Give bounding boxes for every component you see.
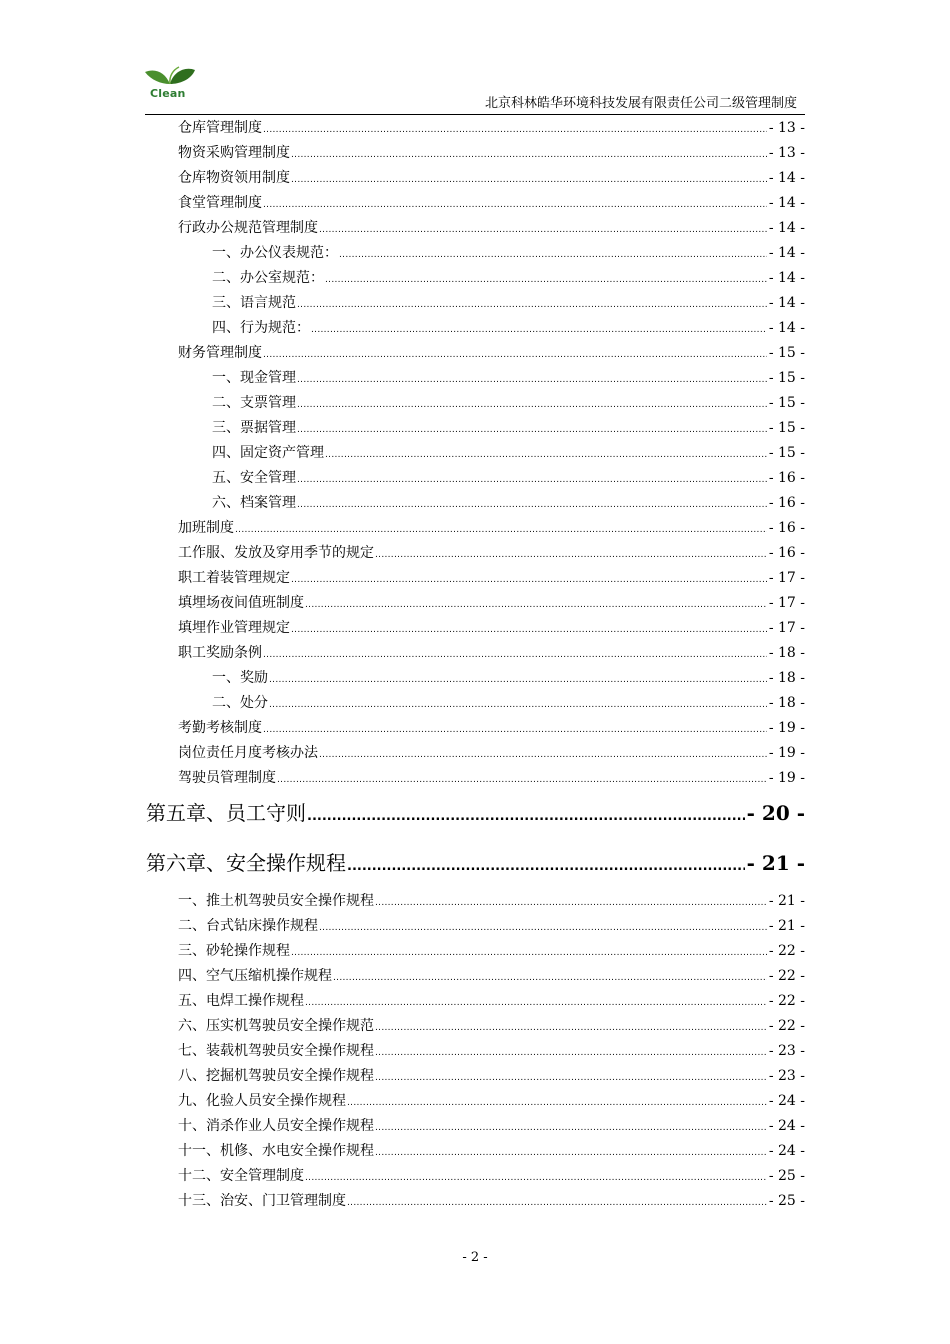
toc-entry-title: 一、推土机驾驶员安全操作规程	[178, 893, 374, 909]
toc-entry-title: 一、办公仪表规范：	[212, 245, 338, 261]
toc-leader-dots	[319, 225, 767, 235]
toc-entry-title: 工作服、发放及穿用季节的规定	[178, 545, 374, 561]
toc-entry-page: - 18 -	[768, 645, 805, 661]
toc-entry-page: - 25 -	[768, 1168, 805, 1184]
toc-leader-dots	[333, 973, 767, 983]
toc-entry[interactable]	[0, 492, 950, 512]
toc-entry-title: 九、化验人员安全操作规程	[178, 1093, 346, 1109]
toc-entry[interactable]	[0, 1090, 950, 1110]
toc-leader-dots	[347, 859, 745, 874]
toc-entry-title: 一、现金管理	[212, 370, 296, 386]
toc-entry-page: - 22 -	[768, 1018, 805, 1034]
toc-entry-page: - 24 -	[768, 1093, 805, 1109]
toc-leader-dots	[297, 300, 767, 310]
toc-entry-title: 七、装载机驾驶员安全操作规程	[178, 1043, 374, 1059]
toc-entry[interactable]	[0, 965, 950, 985]
toc-leader-dots	[263, 350, 767, 360]
toc-entry-title: 物资采购管理制度	[178, 145, 290, 161]
toc-entry-title: 加班制度	[178, 520, 234, 536]
toc-leader-dots	[263, 725, 767, 735]
toc-entry-page: - 24 -	[768, 1118, 805, 1134]
toc-entry-page: - 21 -	[768, 918, 805, 934]
toc-entry[interactable]	[0, 517, 950, 537]
toc-entry[interactable]	[0, 167, 950, 187]
toc-entry-title: 十二、安全管理制度	[178, 1168, 304, 1184]
toc-leader-dots	[297, 375, 767, 385]
toc-entry[interactable]	[0, 692, 950, 712]
toc-leader-dots	[263, 125, 767, 135]
toc-entry[interactable]	[0, 1065, 950, 1085]
toc-entry-title: 职工奖励条例	[178, 645, 262, 661]
toc-entry[interactable]	[0, 592, 950, 612]
toc-entry[interactable]	[0, 1190, 950, 1210]
logo-text: Clean	[150, 87, 186, 100]
toc-entry-title: 六、档案管理	[212, 495, 296, 511]
toc-leader-dots	[269, 675, 767, 685]
toc-chapter-entry[interactable]	[0, 847, 950, 876]
toc-entry-page: - 23 -	[768, 1068, 805, 1084]
toc-entry-title: 一、奖励	[212, 670, 268, 686]
toc-leader-dots	[297, 500, 767, 510]
toc-entry-page: - 14 -	[768, 270, 805, 286]
toc-leader-dots	[269, 700, 767, 710]
toc-entry-title: 三、砂轮操作规程	[178, 943, 290, 959]
toc-entry[interactable]	[0, 342, 950, 362]
toc-leader-dots	[347, 1098, 767, 1108]
toc-entry-title: 三、票据管理	[212, 420, 296, 436]
page-number: - 2 -	[462, 1250, 488, 1265]
toc-entry[interactable]	[0, 292, 950, 312]
toc-entry-page: - 14 -	[768, 220, 805, 236]
toc-leader-dots	[305, 600, 767, 610]
header-title: 北京科林皓华环境科技发展有限责任公司二级管理制度	[484, 96, 797, 111]
toc-entry[interactable]	[0, 1115, 950, 1135]
toc-entry-page: - 14 -	[768, 195, 805, 211]
toc-entry[interactable]	[0, 642, 950, 662]
toc-leader-dots	[375, 1123, 767, 1133]
toc-entry[interactable]	[0, 1040, 950, 1060]
toc-entry-page: - 16 -	[768, 520, 805, 536]
toc-entry[interactable]	[0, 890, 950, 910]
toc-entry-title: 仓库管理制度	[178, 120, 262, 136]
toc-entry-page: - 16 -	[768, 545, 805, 561]
toc-leader-dots	[263, 650, 767, 660]
toc-entry-page: - 14 -	[768, 295, 805, 311]
toc-entry[interactable]	[0, 667, 950, 687]
toc-entry-page: - 16 -	[768, 470, 805, 486]
toc-entry-title: 六、压实机驾驶员安全操作规范	[178, 1018, 374, 1034]
toc-entry-title: 十三、治安、门卫管理制度	[178, 1193, 346, 1209]
toc-entry-page: - 14 -	[768, 170, 805, 186]
toc-entry-title: 五、电焊工操作规程	[178, 993, 304, 1009]
toc-entry-title: 十、消杀作业人员安全操作规程	[178, 1118, 374, 1134]
toc-leader-dots	[297, 475, 767, 485]
toc-entry[interactable]	[0, 242, 950, 262]
toc-entry-title: 仓库物资领用制度	[178, 170, 290, 186]
toc-entry[interactable]	[0, 367, 950, 387]
toc-entry-page: - 15 -	[768, 370, 805, 386]
toc-entry-title: 填埋场夜间值班制度	[178, 595, 304, 611]
toc-entry-page: - 15 -	[768, 345, 805, 361]
toc-entry[interactable]	[0, 117, 950, 137]
toc-entry-title: 四、固定资产管理	[212, 445, 324, 461]
toc-entry[interactable]	[0, 442, 950, 462]
toc-entry-page: - 17 -	[768, 620, 805, 636]
toc-entry[interactable]	[0, 317, 950, 337]
toc-leader-dots	[375, 1048, 767, 1058]
toc-entry-title: 食堂管理制度	[178, 195, 262, 211]
toc-leader-dots	[297, 425, 767, 435]
toc-leader-dots	[305, 998, 767, 1008]
toc-entry-page: - 24 -	[768, 1143, 805, 1159]
toc-entry-page: - 14 -	[768, 245, 805, 261]
toc-entry[interactable]	[0, 417, 950, 437]
toc-entry-page: - 14 -	[768, 320, 805, 336]
toc-entry-page: - 21 -	[768, 893, 805, 909]
toc-entry-page: - 19 -	[768, 770, 805, 786]
toc-entry-page: - 18 -	[768, 695, 805, 711]
toc-entry-page: - 15 -	[768, 445, 805, 461]
toc-entry-title: 考勤考核制度	[178, 720, 262, 736]
toc-entry[interactable]	[0, 742, 950, 762]
toc-leader-dots	[307, 809, 745, 824]
toc-entry-title: 驾驶员管理制度	[178, 770, 276, 786]
toc-entry[interactable]	[0, 1140, 950, 1160]
toc-entry[interactable]	[0, 767, 950, 787]
toc-entry-title: 八、挖掘机驾驶员安全操作规程	[178, 1068, 374, 1084]
toc-entry-page: - 19 -	[768, 745, 805, 761]
toc-entry[interactable]	[0, 217, 950, 237]
toc-entry[interactable]	[0, 467, 950, 487]
toc-chapter-entry[interactable]	[0, 797, 950, 826]
toc-entry-title: 五、安全管理	[212, 470, 296, 486]
toc-leader-dots	[235, 525, 767, 535]
toc-leader-dots	[325, 450, 767, 460]
toc-leader-dots	[291, 575, 767, 585]
toc-leader-dots	[325, 275, 767, 285]
toc-leader-dots	[305, 1173, 767, 1183]
toc-entry-page: - 20 -	[746, 801, 805, 825]
toc-entry[interactable]	[0, 392, 950, 412]
toc-entry-page: - 13 -	[768, 120, 805, 136]
toc-entry[interactable]	[0, 1015, 950, 1035]
toc-leader-dots	[311, 325, 767, 335]
toc-entry-page: - 16 -	[768, 495, 805, 511]
toc-entry-page: - 13 -	[768, 145, 805, 161]
header-divider	[145, 114, 805, 115]
toc-entry-title: 岗位责任月度考核办法	[178, 745, 318, 761]
toc-entry-page: - 21 -	[746, 851, 805, 875]
toc-entry[interactable]	[0, 717, 950, 737]
toc-entry-title: 三、语言规范	[212, 295, 296, 311]
toc-entry-title: 二、处分	[212, 695, 268, 711]
toc-entry[interactable]	[0, 617, 950, 637]
toc-entry-title: 第五章、员工守则	[146, 801, 306, 825]
toc-leader-dots	[375, 1023, 767, 1033]
toc-entry-page: - 18 -	[768, 670, 805, 686]
toc-entry-page: - 23 -	[768, 1043, 805, 1059]
toc-entry[interactable]	[0, 1165, 950, 1185]
toc-leader-dots	[347, 1198, 767, 1208]
toc-entry-title: 十一、机修、水电安全操作规程	[178, 1143, 374, 1159]
toc-entry[interactable]	[0, 542, 950, 562]
toc-entry-title: 第六章、安全操作规程	[146, 851, 346, 875]
toc-entry-title: 四、空气压缩机操作规程	[178, 968, 332, 984]
toc-entry-title: 填埋作业管理规定	[178, 620, 290, 636]
toc-leader-dots	[375, 898, 767, 908]
toc-leader-dots	[291, 175, 767, 185]
toc-entry[interactable]	[0, 142, 950, 162]
toc-leader-dots	[297, 400, 767, 410]
toc-entry-page: - 25 -	[768, 1193, 805, 1209]
toc-leader-dots	[291, 948, 767, 958]
toc-leader-dots	[291, 150, 767, 160]
toc-entry[interactable]	[0, 940, 950, 960]
toc-entry-title: 财务管理制度	[178, 345, 262, 361]
toc-entry[interactable]	[0, 567, 950, 587]
toc-entry-page: - 19 -	[768, 720, 805, 736]
toc-entry-page: - 17 -	[768, 570, 805, 586]
toc-entry-page: - 22 -	[768, 943, 805, 959]
toc-leader-dots	[375, 1073, 767, 1083]
toc-leader-dots	[319, 750, 767, 760]
toc-entry[interactable]	[0, 915, 950, 935]
toc-entry[interactable]	[0, 192, 950, 212]
toc-leader-dots	[339, 250, 767, 260]
toc-entry-page: - 22 -	[768, 968, 805, 984]
toc-entry[interactable]	[0, 990, 950, 1010]
toc-entry-title: 二、台式钻床操作规程	[178, 918, 318, 934]
toc-leader-dots	[375, 1148, 767, 1158]
toc-entry-title: 二、支票管理	[212, 395, 296, 411]
toc-entry-title: 四、行为规范：	[212, 320, 310, 336]
toc-entry-page: - 15 -	[768, 395, 805, 411]
toc-entry-title: 行政办公规范管理制度	[178, 220, 318, 236]
toc-entry-page: - 22 -	[768, 993, 805, 1009]
toc-entry-title: 职工着装管理规定	[178, 570, 290, 586]
toc-leader-dots	[291, 625, 767, 635]
toc-leader-dots	[375, 550, 767, 560]
toc-leader-dots	[263, 200, 767, 210]
toc-entry[interactable]	[0, 267, 950, 287]
toc-entry-page: - 15 -	[768, 420, 805, 436]
toc-leader-dots	[319, 923, 767, 933]
toc-entry-title: 二、办公室规范：	[212, 270, 324, 286]
toc-leader-dots	[277, 775, 767, 785]
toc-entry-page: - 17 -	[768, 595, 805, 611]
